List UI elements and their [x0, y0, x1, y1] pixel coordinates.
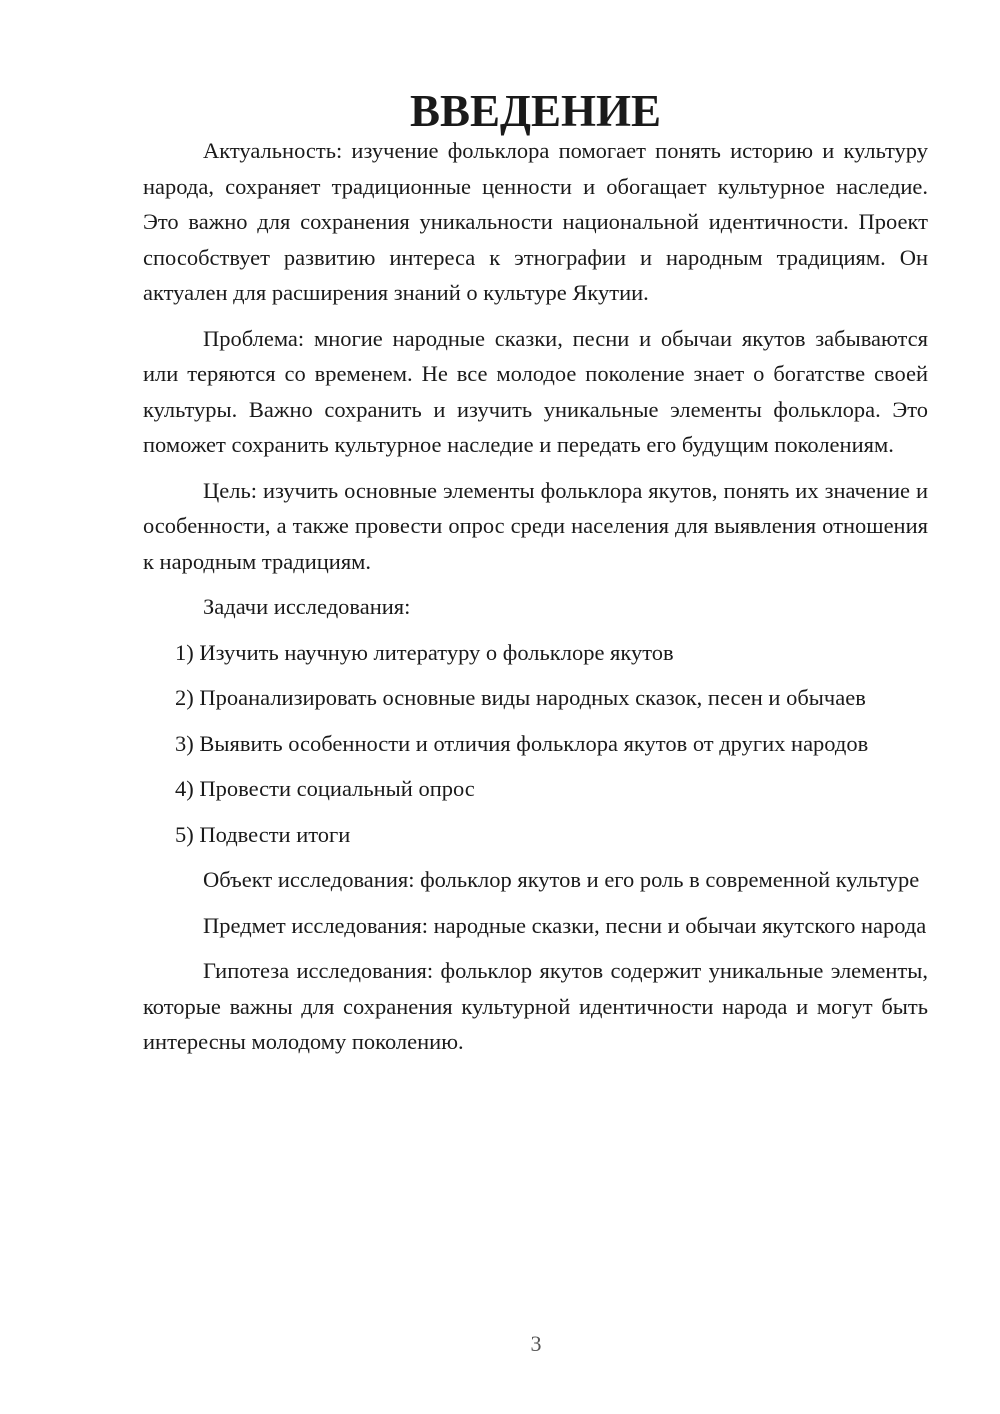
task-item-4: 4) Провести социальный опрос: [175, 776, 475, 801]
paragraph-object: Объект исследования: фольклор якутов и его роль в современной культуре: [203, 867, 920, 892]
paragraph-problem: Проблема: многие народные сказки, песни и обычаи якутов забываются или теряются со временем. Не все молодое поколение знает о богатстве своей культуры. Важно сохранить и изучить уникальные элементы фольклора. Это поможет сохранить культурное наследие и передать его будущим поколениям.: [143, 325, 928, 457]
paragraph-hypothesis: Гипотеза исследования: фольклор якутов содержит уникальные элементы, которые важны для сохранения культурной идентичности народа и могут быть интересны молодому поколению.: [143, 958, 928, 1054]
page-number: 3: [530, 1331, 542, 1356]
task-item-1: 1) Изучить научную литературу о фольклоре якутов: [175, 639, 674, 665]
paragraph-goal: Цель: изучить основные элементы фольклора якутов, понять их значение и особенности, а также провести опрос среди населения для выявления отношения к народным традициям.: [143, 477, 928, 574]
paragraph-subject: Предмет исследования: народные сказки, песни и обычаи якутского народа: [203, 912, 927, 938]
section-title: ВВЕДЕНИЕ: [409, 86, 662, 136]
task-item-3: 3) Выявить особенности и отличия фольклора якутов от других народов: [175, 730, 869, 756]
task-item-2: 2) Проанализировать основные виды народных сказок, песен и обычаев: [175, 685, 866, 710]
paragraph-tasks-heading: Задачи исследования:: [203, 594, 411, 619]
paragraph-relevance: Актуальность: изучение фольклора помогает понять историю и культуру народа, сохраняет традиционные ценности и обогащает культурное наследие. Это важно для сохранения уникальности национальной идентичности. Проект способствует развитию интереса к этнографии и народным традициям. Он актуален для расширения знаний о культуре Якутии.: [143, 138, 928, 305]
page-content: [143, 86, 928, 1070]
task-item-5: 5) Подвести итоги: [175, 821, 351, 847]
